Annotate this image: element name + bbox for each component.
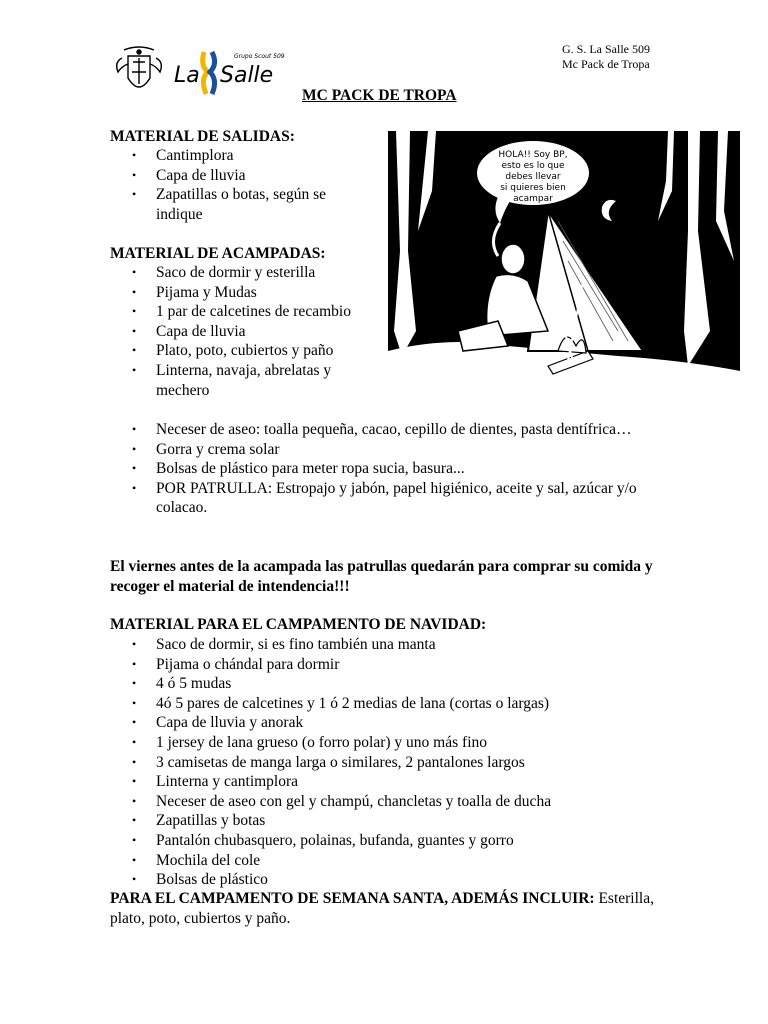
list-item: • Saco de dormir, si es fino también una manta (110, 635, 670, 655)
list-item: • Linterna, navaja, abrelatas y mechero (110, 361, 372, 400)
list-item: • Plato, poto, cubiertos y paño (110, 341, 372, 361)
logo-swoosh (203, 52, 208, 94)
logo-wordmark: La (174, 63, 200, 88)
list-item: • Capa de lluvia y anorak (110, 713, 670, 733)
camp-illustration (388, 131, 740, 383)
list-item: • 4ó 5 pares de calcetines y 1 ó 2 medias de lana (cortas o largas) (110, 694, 670, 714)
semana-santa-heading: PARA EL CAMPAMENTO DE SEMANA SANTA, ADEMÁS INCLUIR: (110, 890, 595, 907)
crest-icon (117, 47, 162, 87)
list-item: • Neceser de aseo: toalla pequeña, cacao, cepillo de dientes, pasta dentífrica… (110, 420, 650, 440)
semana-santa-section (110, 889, 670, 928)
salidas-heading: MATERIAL DE SALIDAS: (110, 128, 295, 145)
page-title: MC PACK DE TROPA (302, 87, 457, 104)
list-item: • Cantimplora (110, 146, 372, 166)
list-item: • POR PATRULLA: Estropajo y jabón, papel higiénico, aceite y sal, azúcar y/o colacao. (110, 479, 650, 518)
svg-text:HOLA!! Soy BP,: HOLA!! Soy BP, (498, 150, 568, 160)
list-item: • Pijama o chándal para dormir (110, 655, 670, 675)
svg-text:acampar: acampar (513, 194, 553, 204)
list-item: • Pijama y Mudas (110, 283, 372, 303)
list-item: • Pantalón chubasquero, polainas, bufanda, guantes y gorro (110, 831, 670, 851)
header-line-2: Mc Pack de Tropa (562, 57, 650, 71)
salidas-list (110, 146, 372, 224)
list-item: • Zapatillas y botas (110, 811, 670, 831)
la-salle-logo (108, 44, 294, 100)
svg-text:debes llevar: debes llevar (505, 172, 561, 182)
acampadas-heading: MATERIAL DE ACAMPADAS: (110, 245, 326, 262)
list-item: • 3 camisetas de manga larga o similares, 2 pantalones largos (110, 753, 670, 773)
list-item: • Neceser de aseo con gel y champú, chancletas y toalla de ducha (110, 792, 670, 812)
list-item: • Capa de lluvia (110, 322, 372, 342)
list-item: • 4 ó 5 mudas (110, 674, 670, 694)
list-item: • Linterna y cantimplora (110, 772, 670, 792)
list-item: • Bolsas de plástico para meter ropa sucia, basura... (110, 459, 650, 479)
list-item: • 1 jersey de lana grueso (o forro polar) y uno más fino (110, 733, 670, 753)
list-item: • Bolsas de plástico (110, 870, 670, 890)
acampadas-list-wide (110, 420, 650, 518)
header-info (562, 42, 650, 72)
svg-text:esto es lo que: esto es lo que (501, 161, 565, 171)
navidad-heading: MATERIAL PARA EL CAMPAMENTO DE NAVIDAD: (110, 616, 487, 633)
list-item: • Capa de lluvia (110, 166, 372, 186)
header-line-1: G. S. La Salle 509 (562, 42, 650, 56)
list-item: • Gorra y crema solar (110, 440, 650, 460)
svg-text:si quieres bien: si quieres bien (500, 183, 566, 193)
svg-text:Salle: Salle (220, 63, 274, 88)
logo-subtext: Grupo Scout 509 (234, 53, 285, 60)
acampadas-list-narrow (110, 263, 372, 400)
semana-santa-text: Esterilla, plato, poto, cubiertos y paño. (110, 890, 654, 927)
list-item: • 1 par de calcetines de recambio (110, 302, 372, 322)
list-item: • Mochila del cole (110, 851, 670, 871)
navidad-list (110, 635, 670, 890)
intendencia-note: El viernes antes de la acampada las patrullas quedarán para comprar su comida y recoger el material de intendencia!!! (110, 558, 653, 595)
list-item: • Zapatillas o botas, según se indique (110, 185, 372, 224)
list-item: • Saco de dormir y esterilla (110, 263, 372, 283)
